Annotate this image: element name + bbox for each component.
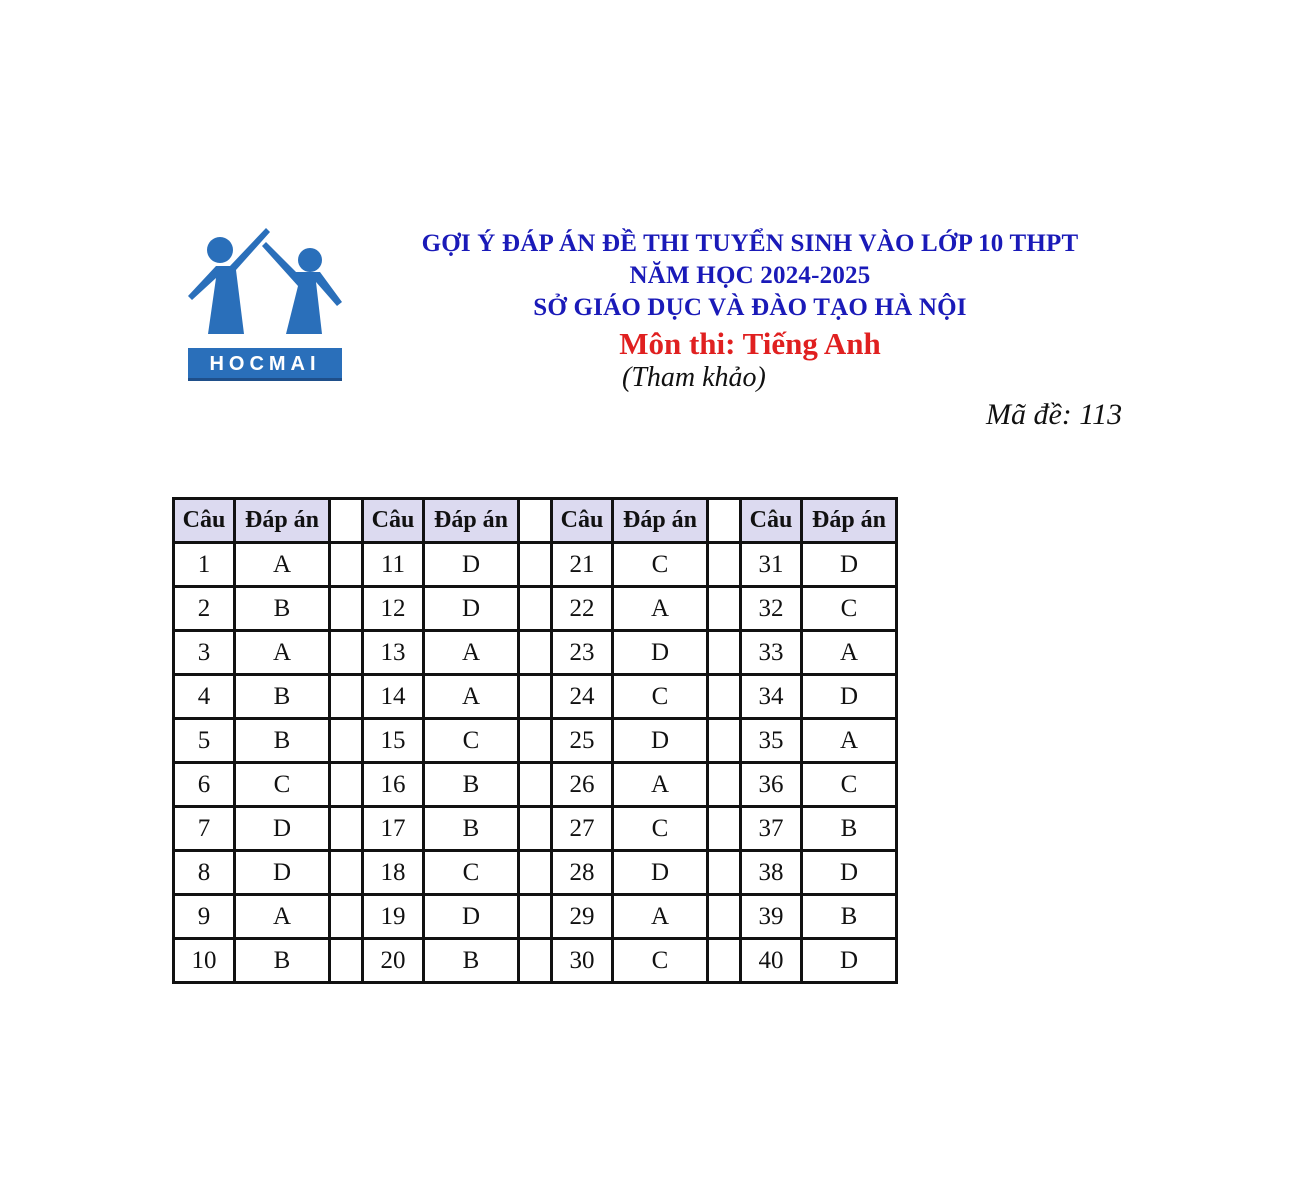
header-answer: Đáp án <box>235 499 330 543</box>
question-number: 36 <box>741 763 802 807</box>
question-number: 38 <box>741 851 802 895</box>
answer-letter: C <box>424 851 519 895</box>
table-row <box>174 851 897 895</box>
question-number: 7 <box>174 807 235 851</box>
header-block <box>380 228 1120 363</box>
answer-letter: B <box>802 895 897 939</box>
answer-letter: C <box>613 543 708 587</box>
answer-letter: C <box>613 939 708 983</box>
reference-note: (Tham khảo) <box>622 362 766 393</box>
answer-letter: A <box>424 675 519 719</box>
question-number: 10 <box>174 939 235 983</box>
question-number: 3 <box>174 631 235 675</box>
table-row <box>174 895 897 939</box>
answer-letter: A <box>235 631 330 675</box>
answer-letter: D <box>424 895 519 939</box>
column-spacer <box>330 895 363 939</box>
answer-letter: A <box>802 631 897 675</box>
hocmai-logo-mark <box>186 226 344 382</box>
answer-letter: B <box>235 939 330 983</box>
column-spacer <box>519 895 552 939</box>
answer-letter: D <box>613 719 708 763</box>
logo-text: HOCMAI <box>209 353 321 375</box>
question-number: 21 <box>552 543 613 587</box>
column-spacer <box>708 719 741 763</box>
title-line-2: NĂM HỌC 2024-2025 <box>629 262 871 289</box>
question-number: 24 <box>552 675 613 719</box>
table-row <box>174 939 897 983</box>
question-number: 14 <box>363 675 424 719</box>
answer-letter: B <box>802 807 897 851</box>
column-spacer <box>519 807 552 851</box>
hocmai-logo <box>186 226 344 382</box>
column-spacer <box>708 851 741 895</box>
question-number: 13 <box>363 631 424 675</box>
answer-letter: D <box>235 851 330 895</box>
column-spacer <box>330 675 363 719</box>
table-row <box>174 631 897 675</box>
header-question: Câu <box>363 499 424 543</box>
question-number: 4 <box>174 675 235 719</box>
answer-letter: D <box>802 675 897 719</box>
table-header-row <box>174 499 897 543</box>
answer-letter: C <box>613 675 708 719</box>
header-question: Câu <box>741 499 802 543</box>
answer-letter: C <box>235 763 330 807</box>
column-spacer <box>708 543 741 587</box>
answer-letter: C <box>802 763 897 807</box>
header-question: Câu <box>174 499 235 543</box>
table-row <box>174 807 897 851</box>
answer-letter: D <box>424 587 519 631</box>
answer-letter: D <box>613 631 708 675</box>
question-number: 12 <box>363 587 424 631</box>
answer-letter: B <box>424 939 519 983</box>
answer-letter: D <box>613 851 708 895</box>
column-spacer <box>708 587 741 631</box>
question-number: 11 <box>363 543 424 587</box>
answer-letter: A <box>235 543 330 587</box>
column-spacer <box>708 763 741 807</box>
answer-letter: A <box>424 631 519 675</box>
column-spacer <box>330 587 363 631</box>
question-number: 27 <box>552 807 613 851</box>
question-number: 15 <box>363 719 424 763</box>
table-row <box>174 587 897 631</box>
column-spacer <box>519 851 552 895</box>
question-number: 16 <box>363 763 424 807</box>
question-number: 32 <box>741 587 802 631</box>
column-spacer <box>708 499 741 543</box>
table-row <box>174 763 897 807</box>
answer-letter: C <box>424 719 519 763</box>
answer-letter: A <box>613 587 708 631</box>
column-spacer <box>708 807 741 851</box>
question-number: 40 <box>741 939 802 983</box>
question-number: 18 <box>363 851 424 895</box>
column-spacer <box>330 851 363 895</box>
answer-letter: B <box>235 587 330 631</box>
table-row <box>174 675 897 719</box>
answer-letter: D <box>802 543 897 587</box>
column-spacer <box>519 719 552 763</box>
question-number: 31 <box>741 543 802 587</box>
title-line-1: GỢI Ý ĐÁP ÁN ĐỀ THI TUYỂN SINH VÀO LỚP 10 THPT <box>421 230 1079 257</box>
column-spacer <box>708 675 741 719</box>
question-number: 25 <box>552 719 613 763</box>
column-spacer <box>519 763 552 807</box>
answer-letter: B <box>235 675 330 719</box>
answer-table <box>172 497 898 984</box>
column-spacer <box>330 499 363 543</box>
question-number: 9 <box>174 895 235 939</box>
question-number: 30 <box>552 939 613 983</box>
answer-letter: D <box>802 851 897 895</box>
exam-code: Mã đề: 113 <box>986 398 1123 431</box>
question-number: 39 <box>741 895 802 939</box>
question-number: 33 <box>741 631 802 675</box>
answer-letter: C <box>613 807 708 851</box>
answer-letter: A <box>613 895 708 939</box>
question-number: 1 <box>174 543 235 587</box>
question-number: 22 <box>552 587 613 631</box>
question-number: 6 <box>174 763 235 807</box>
table-row <box>174 543 897 587</box>
question-number: 2 <box>174 587 235 631</box>
answer-letter: C <box>802 587 897 631</box>
column-spacer <box>330 939 363 983</box>
question-number: 23 <box>552 631 613 675</box>
question-number: 17 <box>363 807 424 851</box>
column-spacer <box>519 939 552 983</box>
subject-title: Môn thi: Tiếng Anh <box>619 326 881 361</box>
column-spacer <box>708 939 741 983</box>
answer-letter: A <box>613 763 708 807</box>
title-line-3: SỞ GIÁO DỤC VÀ ĐÀO TẠO HÀ NỘI <box>533 294 967 321</box>
answer-letter: A <box>802 719 897 763</box>
question-number: 5 <box>174 719 235 763</box>
column-spacer <box>519 587 552 631</box>
header-answer: Đáp án <box>802 499 897 543</box>
header-question: Câu <box>552 499 613 543</box>
column-spacer <box>330 631 363 675</box>
answer-letter: B <box>235 719 330 763</box>
column-spacer <box>330 763 363 807</box>
answer-letter: B <box>424 807 519 851</box>
question-number: 8 <box>174 851 235 895</box>
column-spacer <box>330 807 363 851</box>
answer-letter: A <box>235 895 330 939</box>
question-number: 19 <box>363 895 424 939</box>
answer-letter: B <box>424 763 519 807</box>
question-number: 29 <box>552 895 613 939</box>
answer-table-body <box>174 543 897 983</box>
column-spacer <box>330 719 363 763</box>
column-spacer <box>519 675 552 719</box>
column-spacer <box>519 631 552 675</box>
column-spacer <box>519 499 552 543</box>
answer-letter: D <box>424 543 519 587</box>
question-number: 28 <box>552 851 613 895</box>
answer-letter: D <box>235 807 330 851</box>
table-row <box>174 719 897 763</box>
column-spacer <box>708 631 741 675</box>
question-number: 20 <box>363 939 424 983</box>
column-spacer <box>519 543 552 587</box>
answer-letter: D <box>802 939 897 983</box>
column-spacer <box>708 895 741 939</box>
header-answer: Đáp án <box>424 499 519 543</box>
header-answer: Đáp án <box>613 499 708 543</box>
question-number: 35 <box>741 719 802 763</box>
question-number: 26 <box>552 763 613 807</box>
question-number: 34 <box>741 675 802 719</box>
column-spacer <box>330 543 363 587</box>
question-number: 37 <box>741 807 802 851</box>
